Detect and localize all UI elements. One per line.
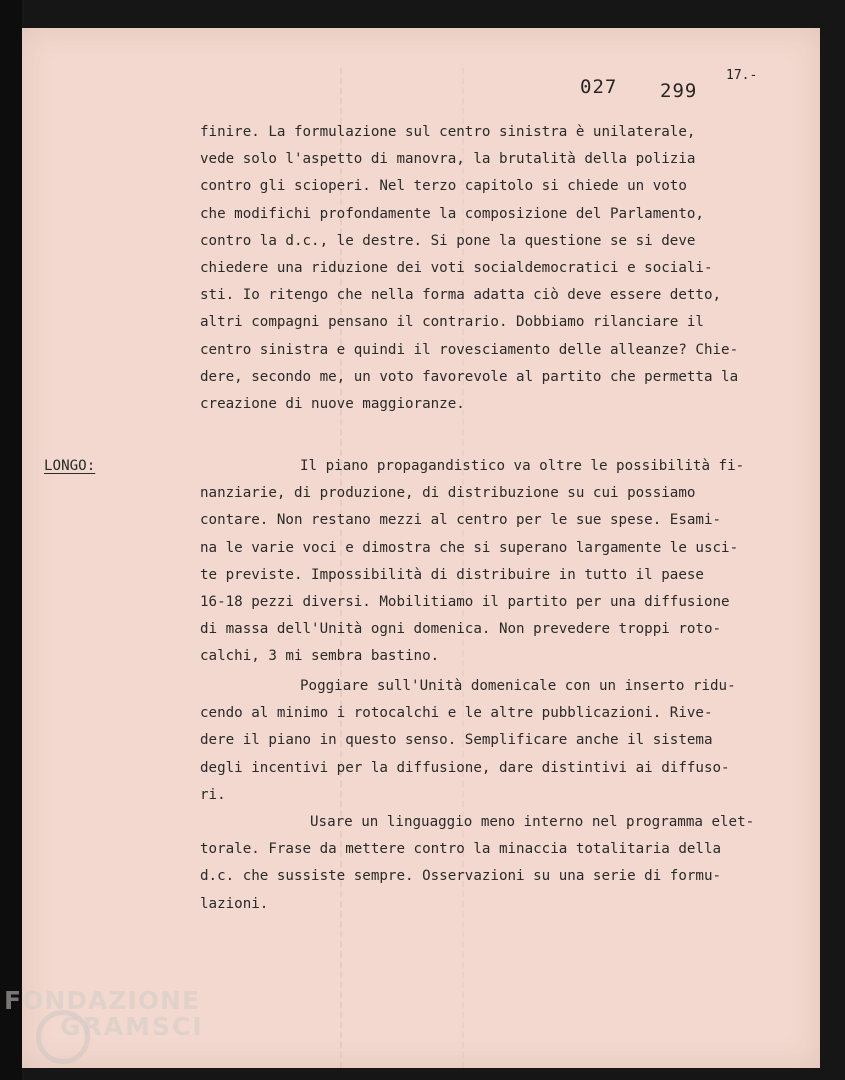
text-line: nanziarie, di produzione, di distribuzione su cui possiamo xyxy=(200,485,696,502)
text-line: na le varie voci e dimostra che si superano largamente le usci- xyxy=(200,539,739,556)
text-line: torale. Frase da mettere contro la minaccia totalitaria della xyxy=(200,841,722,858)
text-line: dere, secondo me, un voto favorevole al partito che permetta la xyxy=(200,368,739,385)
watermark-line-2: GRAMSCI xyxy=(60,1012,204,1041)
text-line: sti. Io ritengo che nella forma adatta ciò deve essere detto, xyxy=(200,287,722,304)
page-number: 17.- xyxy=(726,68,758,83)
watermark xyxy=(4,988,204,1040)
text-line: cendo al minimo i rotocalchi e le altre pubblicazioni. Rive- xyxy=(200,705,713,722)
text-line: contro gli scioperi. Nel terzo capitolo si chiede un voto xyxy=(200,178,687,195)
speaker-label: LONGO: xyxy=(44,458,96,474)
watermark-line-1: FONDAZIONE xyxy=(4,986,201,1015)
text-line: finire. La formulazione sul centro sinistra è unilaterale, xyxy=(200,124,696,140)
archive-stamp-a: 027 xyxy=(580,76,618,98)
text-line: dere il piano in questo senso. Semplificare anche il sistema xyxy=(200,732,713,749)
text-line: chiedere una riduzione dei voti socialdemocratici e sociali- xyxy=(200,260,713,276)
text-line: che modifichi profondamente la composizione del Parlamento, xyxy=(200,205,704,222)
scan-border xyxy=(0,0,22,1080)
text-line: contare. Non restano mezzi al centro per le sue spese. Esami- xyxy=(200,512,722,529)
text-line: lazioni. xyxy=(200,895,269,912)
text-line: creazione di nuove maggioranze. xyxy=(200,396,465,412)
text-line: calchi, 3 mi sembra bastino. xyxy=(200,648,440,665)
text-line: Usare un linguaggio meno interno nel programma elet- xyxy=(310,814,755,830)
text-line: vede solo l'aspetto di manovra, la brutalità della polizia xyxy=(200,151,696,168)
text-line: Il piano propagandistico va oltre le possibilità fi- xyxy=(300,458,745,474)
text-line: 16-18 pezzi diversi. Mobilitiamo il partito per una diffusione xyxy=(200,594,730,610)
text-line: degli incentivi per la diffusione, dare distintivi ai diffuso- xyxy=(200,759,730,776)
text-line: ri. xyxy=(200,786,226,803)
text-line: altri compagni pensano il contrario. Dobbiamo rilanciare il xyxy=(200,314,704,331)
archive-stamp-b: 299 xyxy=(660,80,698,102)
text-line: centro sinistra e quindi il rovesciamento delle alleanze? Chie- xyxy=(200,341,739,358)
text-line: Poggiare sull'Unità domenicale con un inserto ridu- xyxy=(300,678,736,694)
text-line: te previste. Impossibilità di distribuire in tutto il paese xyxy=(200,566,704,583)
text-line: di massa dell'Unità ogni domenica. Non prevedere troppi roto- xyxy=(200,621,722,638)
text-line: contro la d.c., le destre. Si pone la questione se si deve xyxy=(200,232,696,249)
text-line: d.c. che sussiste sempre. Osservazioni su una serie di formu- xyxy=(200,868,722,885)
